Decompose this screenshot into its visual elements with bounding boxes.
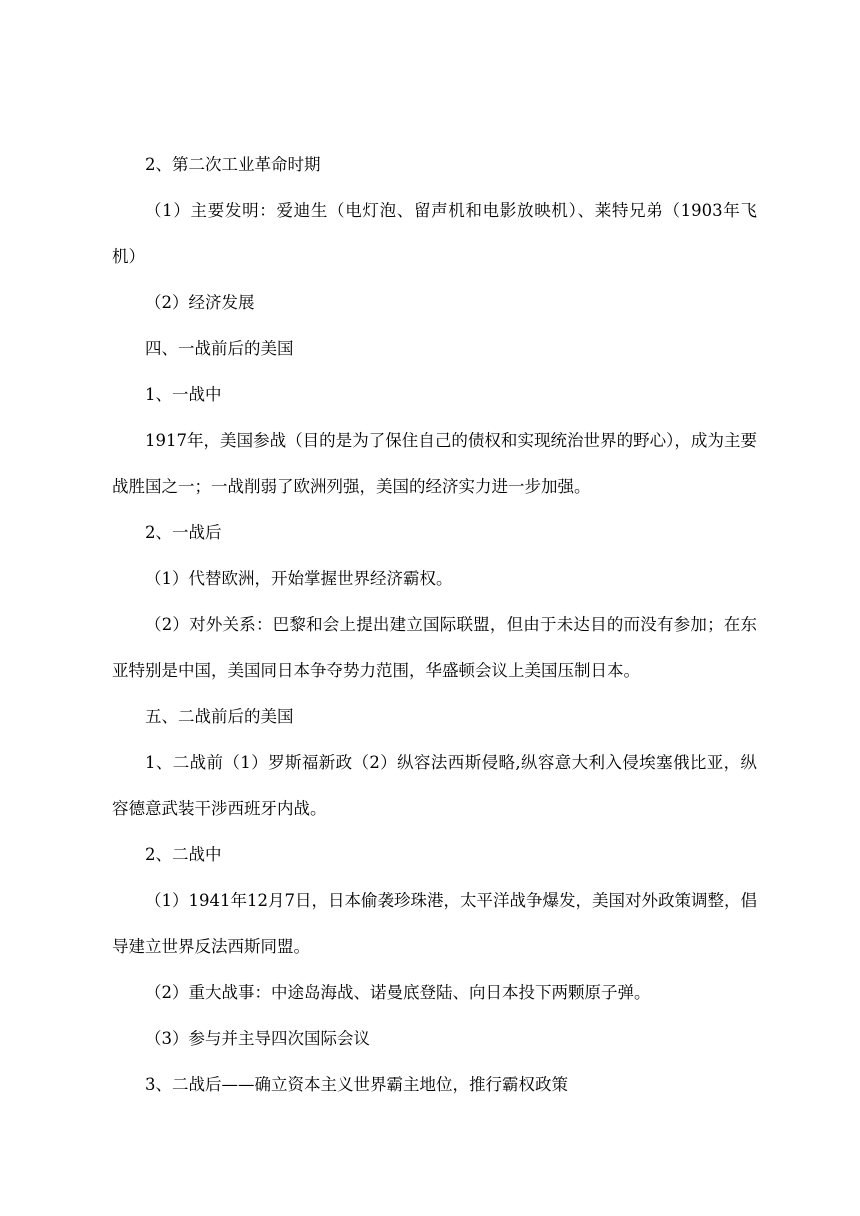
paragraph-14: （2）重大战事：中途岛海战、诺曼底登陆、向日本投下两颗原子弹。 [145,983,651,1002]
paragraph-3: （2）经济发展 [145,293,255,312]
paragraph-9: （2）对外关系：巴黎和会上提出建立国际联盟，但由于未达目的而没有参加；在东亚特别是中国，美国同日本争夺势力范围，华盛顿会议上美国压制日本。 [112,615,757,680]
paragraph-5: 1、一战中 [145,385,222,404]
paragraph-6: 1917年，美国参战（目的是为了保住自己的债权和实现统治世界的野心），成为主要战胜国之一；一战削弱了欧洲列强，美国的经济实力进一步加强。 [112,431,757,496]
paragraph-13: （1）1941年12月7日，日本偷袭珍珠港，太平洋战争爆发，美国对外政策调整，倡导建立世界反法西斯同盟。 [112,891,757,956]
paragraph-2: （1）主要发明：爱迪生（电灯泡、留声机和电影放映机）、莱特兄弟（1903年飞机） [112,201,757,266]
document-body [112,142,757,1108]
paragraph-7: 2、一战后 [145,523,222,542]
paragraph-8: （1）代替欧洲，开始掌握世界经济霸权。 [145,569,453,588]
paragraph-10: 五、二战前后的美国 [145,707,294,726]
paragraph-4: 四、一战前后的美国 [145,339,294,358]
paragraph-15: （3）参与并主导四次国际会议 [145,1029,370,1048]
paragraph-16: 3、二战后——确立资本主义世界霸主地位，推行霸权政策 [145,1075,568,1094]
paragraph-12: 2、二战中 [145,845,222,864]
paragraph-11: 1、二战前（1）罗斯福新政（2）纵容法西斯侵略,纵容意大利入侵埃塞俄比亚，纵容德意武装干涉西班牙内战。 [112,753,757,818]
paragraph-1: 2、第二次工业革命时期 [145,155,321,174]
